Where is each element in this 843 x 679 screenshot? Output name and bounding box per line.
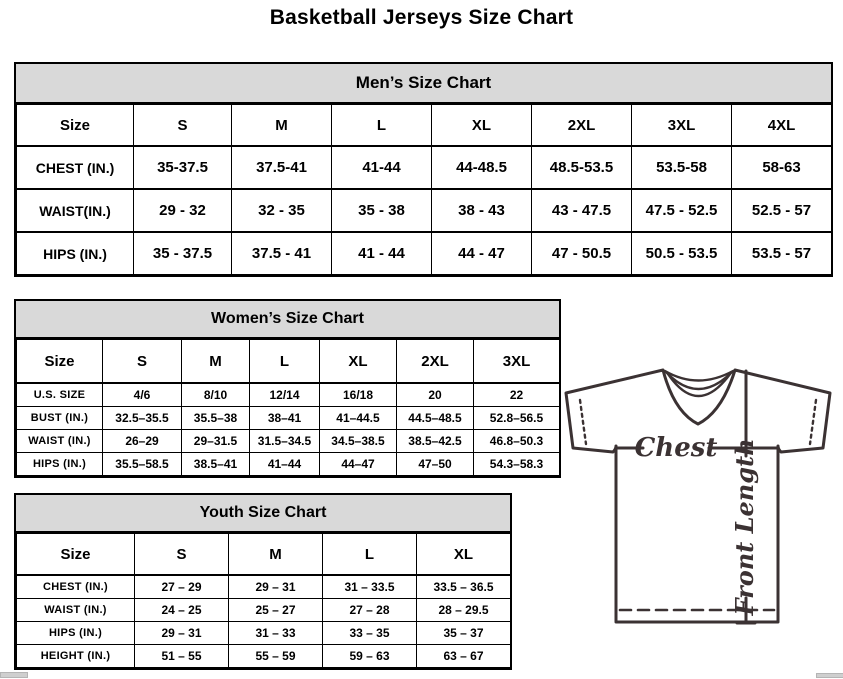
women-col-header-l: L [250,340,320,384]
front-length-label: Front Length [730,438,759,616]
men-row-chest-in [17,146,832,189]
men-row-label-chest-in: CHEST (IN.) [17,146,134,189]
youth-col-header-m: M [229,534,323,576]
women-cell-waist-in-xl: 34.5–38.5 [320,430,397,453]
men-cell-hips-in-4xl: 53.5 - 57 [732,232,832,275]
men-col-header-size: Size [17,105,134,147]
women-cell-waist-in-2xl: 38.5–42.5 [397,430,474,453]
women-row-label-waist-in: WAIST (IN.) [17,430,103,453]
women-row-bust-in [17,407,560,430]
men-cell-waist-in-l: 35 - 38 [332,189,432,232]
women-cell-bust-in-3xl: 52.8–56.5 [474,407,560,430]
women-cell-hips-in-s: 35.5–58.5 [103,453,182,476]
men-cell-chest-in-l: 41-44 [332,146,432,189]
men-col-header-xl: XL [432,105,532,147]
men-col-header-s: S [134,105,232,147]
youth-cell-hips-in-xl: 35 – 37 [417,622,511,645]
jersey-measurement-diagram [556,360,840,632]
men-header-row [17,105,832,147]
youth-cell-hips-in-m: 31 – 33 [229,622,323,645]
women-cell-u-s-size-xl: 16/18 [320,383,397,407]
men-cell-chest-in-2xl: 48.5-53.5 [532,146,632,189]
men-row-waist-in [17,189,832,232]
womens-size-chart [14,299,561,478]
men-cell-waist-in-4xl: 52.5 - 57 [732,189,832,232]
youth-size-chart [14,493,512,670]
women-col-header-s: S [103,340,182,384]
youth-cell-chest-in-xl: 33.5 – 36.5 [417,575,511,599]
youth-cell-height-in-m: 55 – 59 [229,645,323,668]
womens-size-table [16,339,560,476]
youth-cell-waist-in-xl: 28 – 29.5 [417,599,511,622]
womens-chart-title: Women’s Size Chart [16,301,559,339]
men-cell-waist-in-m: 32 - 35 [232,189,332,232]
youth-cell-waist-in-l: 27 – 28 [323,599,417,622]
women-cell-hips-in-xl: 44–47 [320,453,397,476]
youth-row-label-waist-in: WAIST (IN.) [17,599,135,622]
men-cell-chest-in-s: 35-37.5 [134,146,232,189]
women-row-waist-in [17,430,560,453]
mens-size-chart [14,62,833,277]
men-cell-chest-in-3xl: 53.5-58 [632,146,732,189]
men-col-header-3xl: 3XL [632,105,732,147]
women-row-hips-in [17,453,560,476]
women-row-label-u-s-size: U.S. SIZE [17,383,103,407]
women-row-u-s-size [17,383,560,407]
women-cell-waist-in-l: 31.5–34.5 [250,430,320,453]
horizontal-scrollbar-fragment-left[interactable] [0,672,28,678]
women-col-header-m: M [182,340,250,384]
women-col-header-xl: XL [320,340,397,384]
youth-cell-height-in-s: 51 – 55 [135,645,229,668]
youth-row-label-hips-in: HIPS (IN.) [17,622,135,645]
page-title: Basketball Jerseys Size Chart [269,6,574,29]
youth-cell-hips-in-l: 33 – 35 [323,622,417,645]
men-col-header-l: L [332,105,432,147]
women-cell-hips-in-2xl: 47–50 [397,453,474,476]
youth-row-chest-in [17,575,511,599]
men-row-hips-in [17,232,832,275]
youth-row-label-chest-in: CHEST (IN.) [17,575,135,599]
men-cell-chest-in-xl: 44-48.5 [432,146,532,189]
women-col-header-3xl: 3XL [474,340,560,384]
women-cell-u-s-size-s: 4/6 [103,383,182,407]
men-row-label-waist-in: WAIST(IN.) [17,189,134,232]
women-header-row [17,340,560,384]
youth-row-label-height-in: HEIGHT (IN.) [17,645,135,668]
youth-cell-height-in-xl: 63 – 67 [417,645,511,668]
men-cell-waist-in-3xl: 47.5 - 52.5 [632,189,732,232]
men-cell-hips-in-m: 37.5 - 41 [232,232,332,275]
youth-header-row [17,534,511,576]
women-cell-hips-in-l: 41–44 [250,453,320,476]
women-cell-u-s-size-l: 12/14 [250,383,320,407]
youth-col-header-size: Size [17,534,135,576]
women-cell-u-s-size-m: 8/10 [182,383,250,407]
youth-cell-chest-in-l: 31 – 33.5 [323,575,417,599]
youth-row-hips-in [17,622,511,645]
chest-label: Chest [634,433,718,463]
youth-col-header-s: S [135,534,229,576]
women-cell-waist-in-s: 26–29 [103,430,182,453]
women-row-label-bust-in: BUST (IN.) [17,407,103,430]
women-col-header-size: Size [17,340,103,384]
women-cell-waist-in-m: 29–31.5 [182,430,250,453]
women-cell-bust-in-l: 38–41 [250,407,320,430]
youth-cell-waist-in-m: 25 – 27 [229,599,323,622]
men-cell-waist-in-2xl: 43 - 47.5 [532,189,632,232]
youth-cell-height-in-l: 59 – 63 [323,645,417,668]
men-cell-hips-in-s: 35 - 37.5 [134,232,232,275]
women-cell-bust-in-2xl: 44.5–48.5 [397,407,474,430]
youth-size-table [16,533,511,668]
women-cell-bust-in-xl: 41–44.5 [320,407,397,430]
women-cell-waist-in-3xl: 46.8–50.3 [474,430,560,453]
youth-cell-chest-in-m: 29 – 31 [229,575,323,599]
men-cell-waist-in-xl: 38 - 43 [432,189,532,232]
youth-cell-waist-in-s: 24 – 25 [135,599,229,622]
men-col-header-m: M [232,105,332,147]
youth-cell-hips-in-s: 29 – 31 [135,622,229,645]
men-cell-hips-in-xl: 44 - 47 [432,232,532,275]
mens-chart-title: Men’s Size Chart [16,64,831,104]
women-col-header-2xl: 2XL [397,340,474,384]
youth-cell-chest-in-s: 27 – 29 [135,575,229,599]
youth-col-header-xl: XL [417,534,511,576]
jersey-outline [566,370,830,622]
men-cell-hips-in-l: 41 - 44 [332,232,432,275]
women-cell-u-s-size-2xl: 20 [397,383,474,407]
women-cell-bust-in-s: 32.5–35.5 [103,407,182,430]
women-cell-hips-in-3xl: 54.3–58.3 [474,453,560,476]
women-cell-bust-in-m: 35.5–38 [182,407,250,430]
men-cell-chest-in-m: 37.5-41 [232,146,332,189]
men-col-header-4xl: 4XL [732,105,832,147]
youth-chart-title: Youth Size Chart [16,495,510,533]
women-cell-hips-in-m: 38.5–41 [182,453,250,476]
men-row-label-hips-in: HIPS (IN.) [17,232,134,275]
women-cell-u-s-size-3xl: 22 [474,383,560,407]
youth-row-waist-in [17,599,511,622]
horizontal-scrollbar-fragment-right[interactable] [816,673,843,678]
men-cell-chest-in-4xl: 58-63 [732,146,832,189]
men-cell-hips-in-2xl: 47 - 50.5 [532,232,632,275]
men-col-header-2xl: 2XL [532,105,632,147]
mens-size-table [16,104,832,275]
youth-col-header-l: L [323,534,417,576]
youth-row-height-in [17,645,511,668]
men-cell-waist-in-s: 29 - 32 [134,189,232,232]
men-cell-hips-in-3xl: 50.5 - 53.5 [632,232,732,275]
women-row-label-hips-in: HIPS (IN.) [17,453,103,476]
